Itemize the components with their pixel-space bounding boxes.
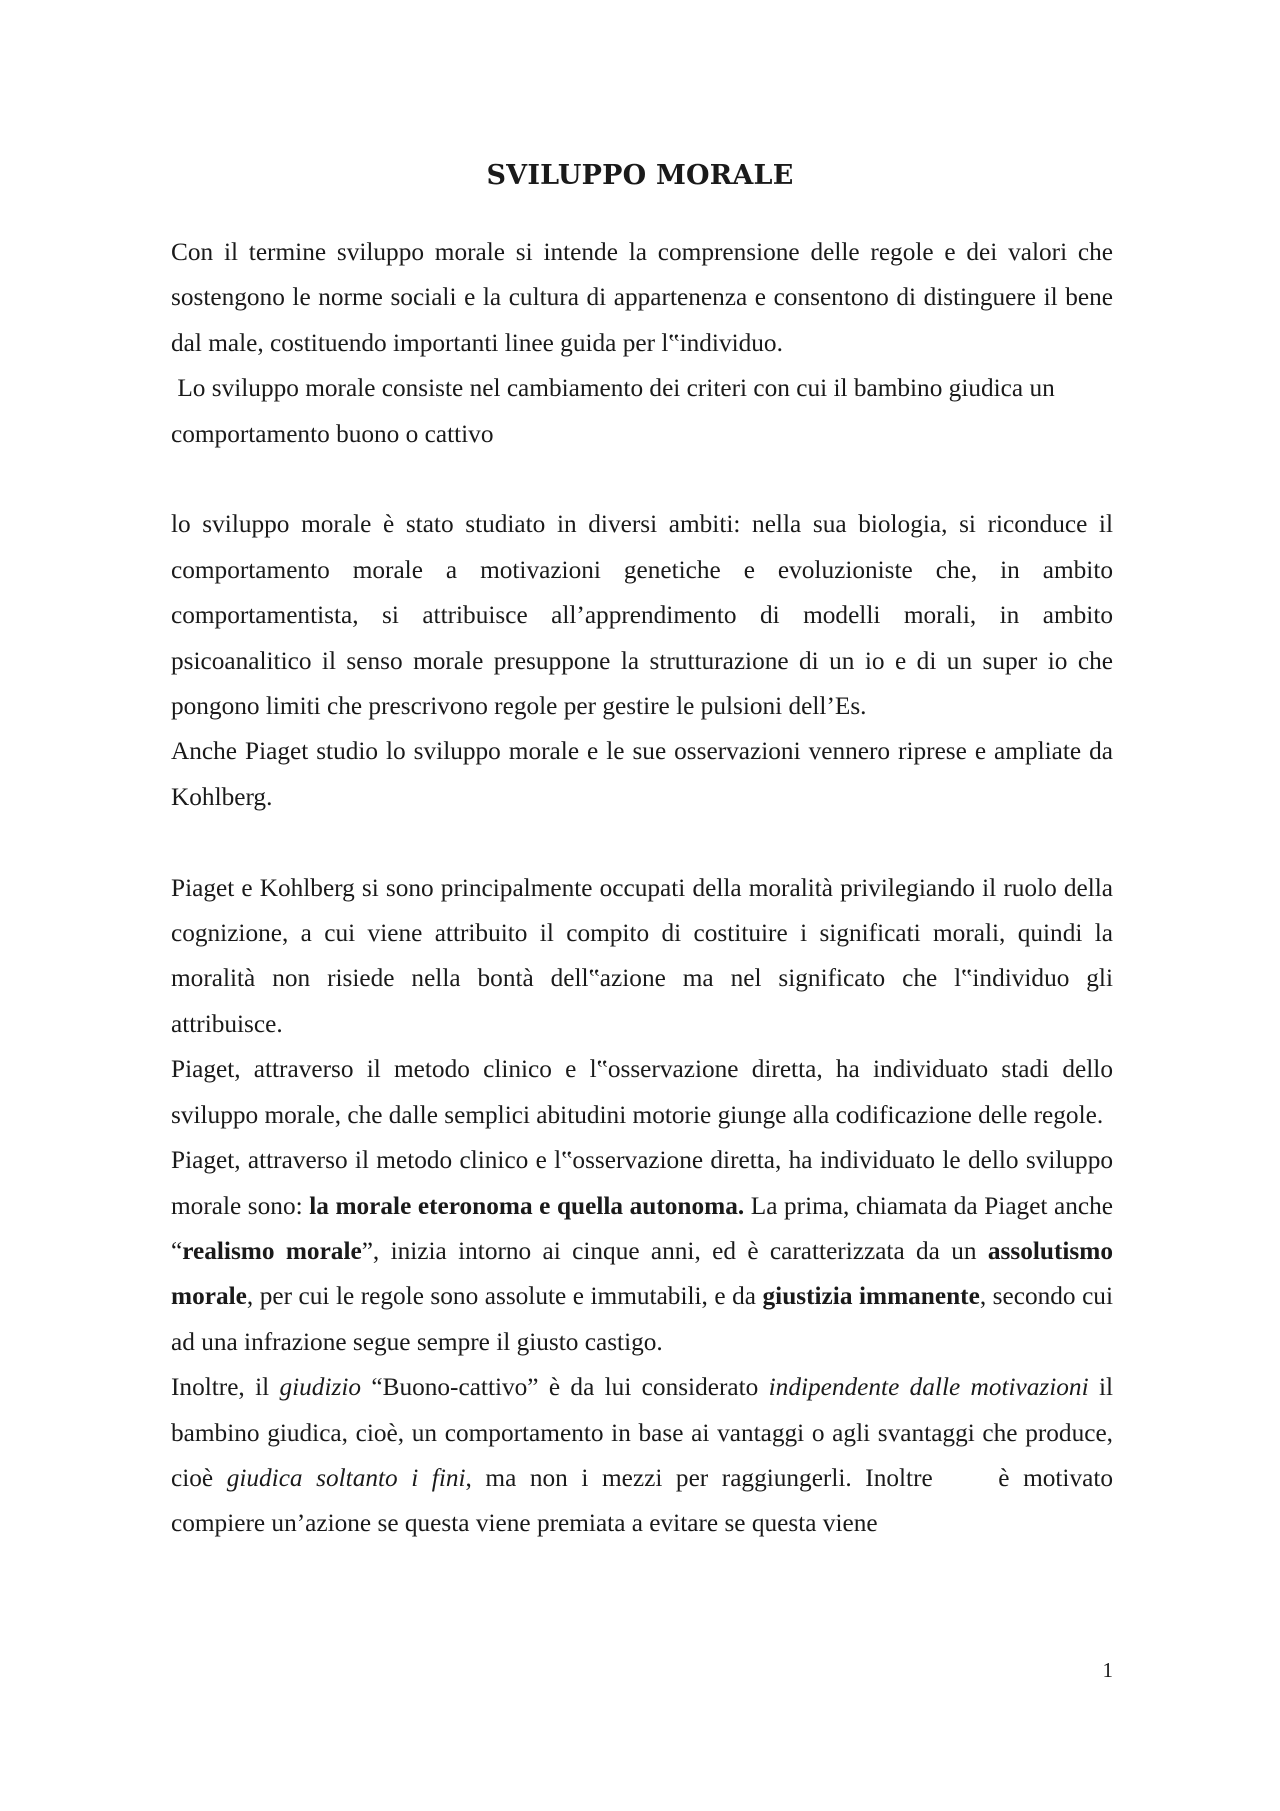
paragraph-definition: Con il termine sviluppo morale si intende la comprensione delle regole e dei valori che sostengono le norme sociali e la cultura di appartenenza e consentono di distinguere il bene dal male, costituendo importanti linee guida per l‟individuo.	[171, 238, 1113, 357]
text-run: La prima, chiamata da Piaget anche “	[171, 1191, 1114, 1265]
text-run: ”, inizia intorno ai cinque anni, ed è caratterizzata da un	[361, 1236, 988, 1265]
italic-term-independent: indipendente dalle motivazioni	[768, 1373, 1089, 1402]
text-run: Inoltre, il	[171, 1373, 280, 1402]
text-run: , ma non i mezzi per raggiungerli. Inoltre	[465, 1463, 933, 1492]
bold-term-moral-realism: realismo morale	[182, 1236, 362, 1265]
italic-term-judgment: giudizio	[279, 1373, 362, 1402]
text-run: , per cui le regole sono assolute e immutabili, e da	[246, 1282, 763, 1311]
paragraph-judgment	[171, 1365, 1113, 1547]
paragraph-fields-of-study: lo sviluppo morale è stato studiato in diversi ambiti: nella sua biologia, si riconduce il comportamento morale a motivazioni genetiche e evoluzioniste che, in ambito comportamentista, si attribuisce all’apprendimento di modelli morali, in ambito psicoanalitico il senso morale presuppone la strutturazione di un io e di un super io che pongono limiti che prescrivono regole per gestire le pulsioni dell’Es.	[171, 510, 1113, 721]
bold-term-morality-types: la morale eteronoma e quella autonoma.	[309, 1191, 745, 1220]
document-body	[171, 230, 1113, 1547]
bold-term-immanent-justice: giustizia immanente	[762, 1282, 980, 1311]
paragraph-cognition: Piaget e Kohlberg si sono principalmente occupati della moralità privilegiando il ruolo della cognizione, a cui viene attribuito il compito di costituire i significati morali, quindi la moralità non risiede nella bontà dell‟azione ma nel significato che l‟individuo gli attribuisce.	[171, 873, 1113, 1038]
page-number: 1	[1102, 1658, 1113, 1682]
paragraph-spacer	[171, 457, 1113, 502]
italic-term-ends: giudica soltanto i fini	[226, 1463, 466, 1492]
paragraph-criteria: Lo sviluppo morale consiste nel cambiamento dei criteri con cui il bambino giudica un comportamento buono o cattivo	[171, 374, 1062, 448]
paragraph-heteronomous-morality	[171, 1138, 1113, 1365]
text-run: , secondo cui ad una infrazione segue sempre il giusto castigo.	[171, 1282, 1113, 1356]
paragraph-piaget-stages: Piaget, attraverso il metodo clinico e l‟osservazione diretta, ha individuato stadi dello sviluppo morale, che dalle semplici abitudini motorie giunge alla codificazione delle regole.	[171, 1055, 1113, 1129]
text-run: Piaget, attraverso il metodo clinico e l‟osservazione diretta, ha individuato le dello sviluppo morale sono:	[171, 1146, 1113, 1220]
text-run: è motivato compiere un’azione se questa viene premiata a evitare se questa viene	[171, 1463, 1114, 1538]
paragraph-spacer	[171, 820, 1113, 865]
text-run: il bambino giudica, cioè, un comportamento in base ai vantaggi o agli svantaggi che produce, cioè	[171, 1373, 1114, 1492]
bold-term-moral-absolutism: assolutismo morale	[171, 1236, 1113, 1311]
text-run: “Buono-cattivo” è da lui considerato	[361, 1373, 769, 1402]
page-title: SVILUPPO MORALE	[486, 160, 794, 191]
paragraph-piaget-kohlberg-intro: Anche Piaget studio lo sviluppo morale e le sue osservazioni vennero riprese e ampliate da Kohlberg.	[171, 737, 1113, 811]
